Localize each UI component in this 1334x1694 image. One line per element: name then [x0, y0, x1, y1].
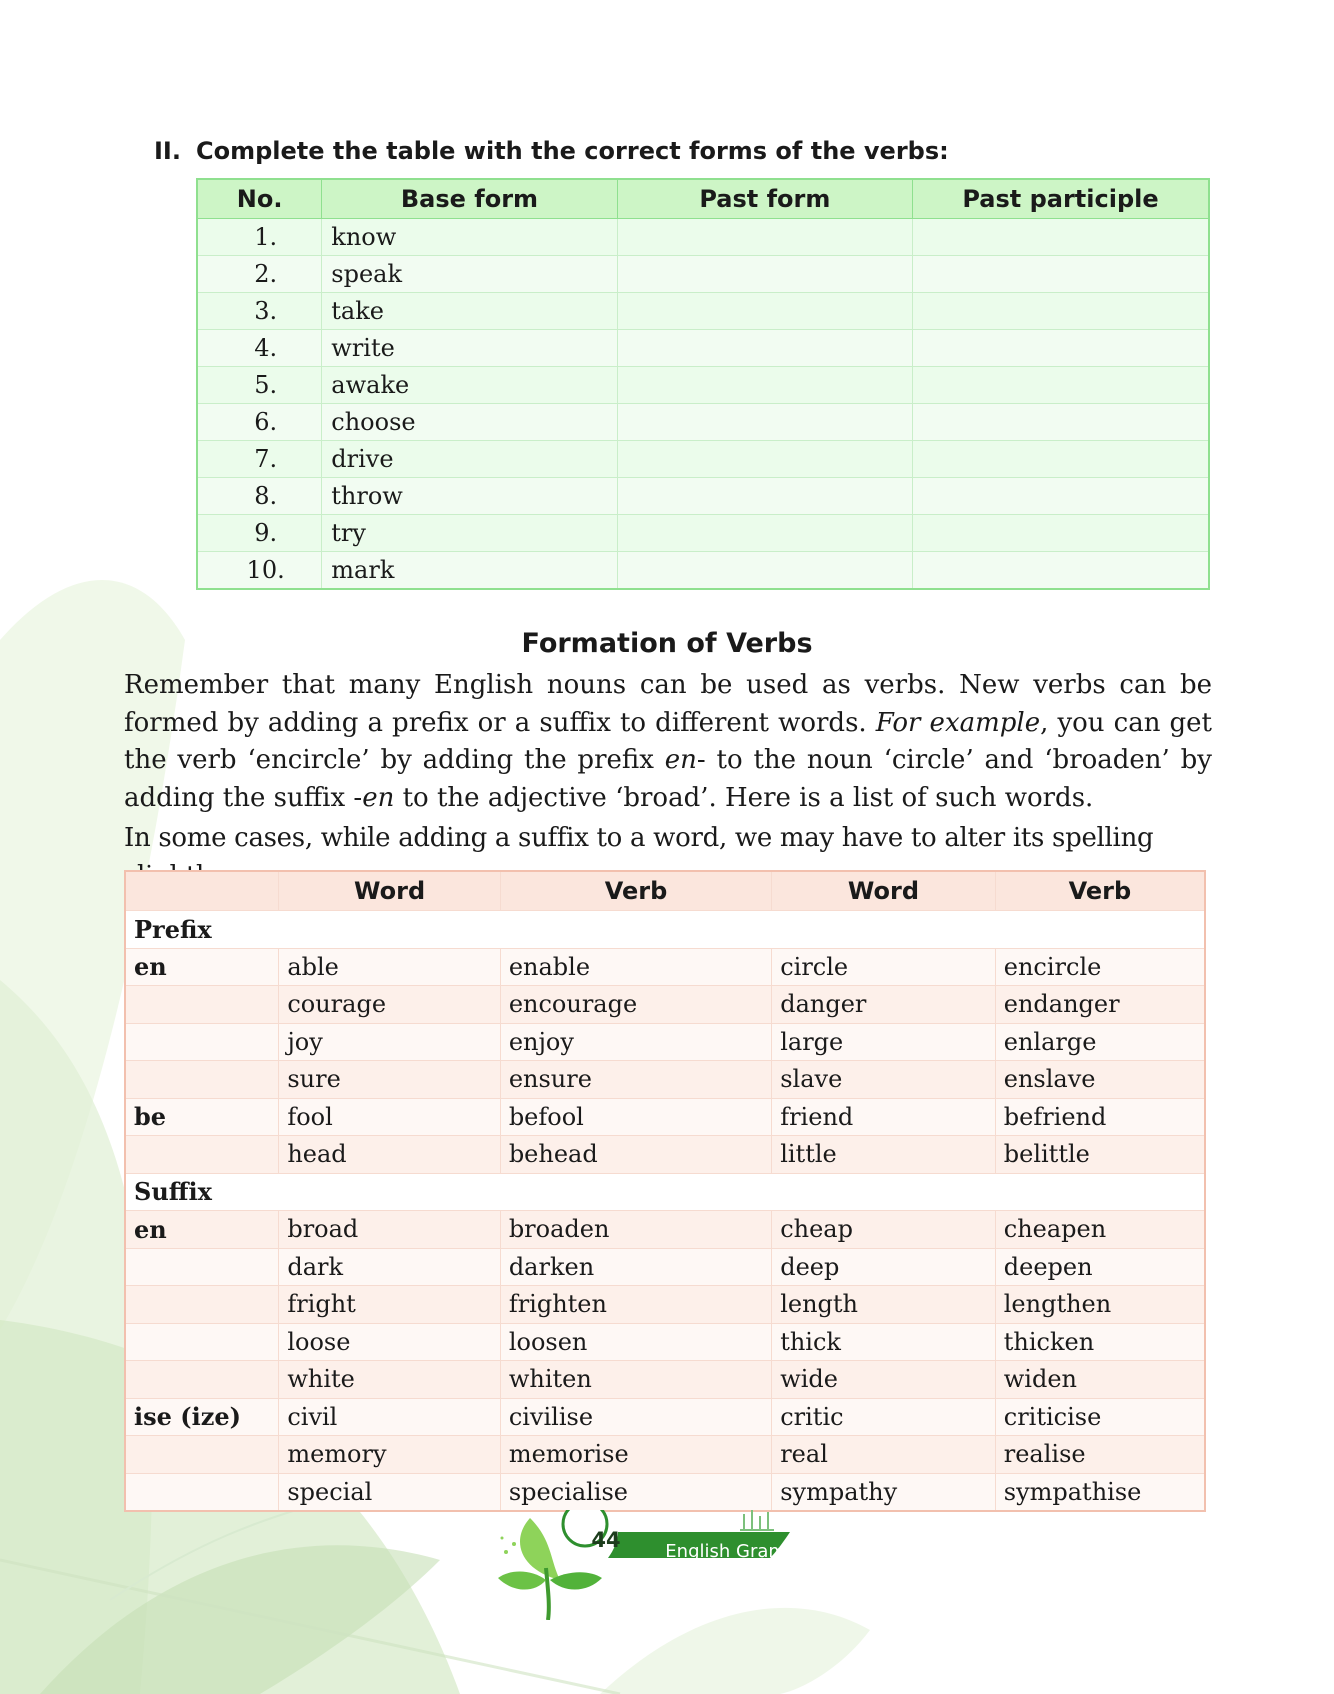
exercise-instruction: Complete the table with the correct forms of the verbs: [196, 137, 949, 165]
table-header-row [197, 179, 1209, 219]
word-cell: cheap [772, 1211, 996, 1249]
table-row [197, 219, 1209, 256]
intro-paragraph [124, 667, 1212, 817]
verb-cell: sympathise [995, 1473, 1205, 1511]
base-form-cell: drive [322, 441, 617, 478]
verb-cell: encircle [995, 948, 1205, 986]
affix-cell [125, 1286, 279, 1324]
row-number: 1. [197, 219, 322, 256]
table-row [197, 330, 1209, 367]
leaf-icon [520, 1518, 560, 1580]
word-cell: real [772, 1436, 996, 1474]
row-number: 6. [197, 404, 322, 441]
table-row [125, 1361, 1205, 1399]
group-label: Prefix [125, 911, 1205, 949]
affix-cell [125, 1248, 279, 1286]
table-row [125, 1061, 1205, 1099]
group-label: Suffix [125, 1173, 1205, 1211]
verb-cell: deepen [995, 1248, 1205, 1286]
row-number: 5. [197, 367, 322, 404]
verb-cell: civilise [500, 1398, 771, 1436]
verb-cell: belittle [995, 1136, 1205, 1174]
table-row [125, 1436, 1205, 1474]
word-cell: white [279, 1361, 500, 1399]
word-cell: slave [772, 1061, 996, 1099]
base-form-cell: choose [322, 404, 617, 441]
past-participle-cell[interactable] [912, 367, 1209, 404]
exercise-number: II. [154, 137, 181, 165]
row-number: 2. [197, 256, 322, 293]
table-row [125, 1323, 1205, 1361]
verb-cell: behead [500, 1136, 771, 1174]
paragraph-text: Remember that many English nouns can be used as verbs. New verbs can be formed by adding a prefix or a suffix to different words. [124, 670, 1212, 738]
word-cell: dark [279, 1248, 500, 1286]
affix-cell [125, 1023, 279, 1061]
table-row [197, 256, 1209, 293]
table-row [197, 367, 1209, 404]
word-cell: sympathy [772, 1473, 996, 1511]
past-form-cell[interactable] [617, 293, 912, 330]
group-row [125, 911, 1205, 949]
table-row [197, 552, 1209, 590]
verb-cell: loosen [500, 1323, 771, 1361]
past-form-cell[interactable] [617, 256, 912, 293]
past-participle-cell[interactable] [912, 256, 1209, 293]
table-row [197, 404, 1209, 441]
paragraph-text: - to the noun ‘circle’ and ‘broaden’ by adding the suffix - [124, 745, 1212, 813]
affix-cell: be [125, 1098, 279, 1136]
row-number: 3. [197, 293, 322, 330]
table-row [197, 293, 1209, 330]
verb-cell: befriend [995, 1098, 1205, 1136]
verb-cell: criticise [995, 1398, 1205, 1436]
exercise-heading [154, 137, 1194, 165]
leaf-icon [498, 1572, 546, 1590]
word-cell: friend [772, 1098, 996, 1136]
past-form-cell[interactable] [617, 367, 912, 404]
word-cell: danger [772, 986, 996, 1024]
word-cell: joy [279, 1023, 500, 1061]
table-row [197, 515, 1209, 552]
verb-cell: enslave [995, 1061, 1205, 1099]
table-row [125, 1473, 1205, 1511]
verb-cell: befool [500, 1098, 771, 1136]
column-header: Past form [617, 179, 912, 219]
affix-cell [125, 1361, 279, 1399]
affix-cell: en [125, 948, 279, 986]
verb-cell: widen [995, 1361, 1205, 1399]
column-header: Base form [322, 179, 617, 219]
word-cell: wide [772, 1361, 996, 1399]
group-row [125, 1173, 1205, 1211]
section-title: Formation of Verbs [521, 628, 813, 659]
column-header [125, 871, 279, 911]
verb-cell: broaden [500, 1211, 771, 1249]
base-form-cell: try [322, 515, 617, 552]
past-participle-cell[interactable] [912, 219, 1209, 256]
affix-cell: ise (ize) [125, 1398, 279, 1436]
word-cell: length [772, 1286, 996, 1324]
book-title: English Grammar-7 [665, 1541, 839, 1562]
row-number: 4. [197, 330, 322, 367]
affix-cell [125, 1436, 279, 1474]
table-header-row [125, 871, 1205, 911]
word-cell: head [279, 1136, 500, 1174]
column-header: Word [279, 871, 500, 911]
past-form-cell[interactable] [617, 330, 912, 367]
base-form-cell: know [322, 219, 617, 256]
past-form-cell[interactable] [617, 478, 912, 515]
affix-cell [125, 1136, 279, 1174]
verb-cell: enjoy [500, 1023, 771, 1061]
past-form-cell[interactable] [617, 441, 912, 478]
row-number: 9. [197, 515, 322, 552]
paragraph-text: to the adjective ‘broad’. Here is a list of such words. [394, 782, 1094, 813]
column-header: Verb [995, 871, 1205, 911]
row-number: 10. [197, 552, 322, 590]
affix-cell [125, 1061, 279, 1099]
affix-cell [125, 1323, 279, 1361]
verb-cell: lengthen [995, 1286, 1205, 1324]
word-cell: thick [772, 1323, 996, 1361]
verb-cell: specialise [500, 1473, 771, 1511]
spelling-note-paragraph: In some cases, while adding a suffix to a word, we may have to alter its spelling [124, 823, 1154, 853]
past-form-cell[interactable] [617, 219, 912, 256]
past-participle-cell[interactable] [912, 441, 1209, 478]
row-number: 8. [197, 478, 322, 515]
past-participle-cell[interactable] [912, 404, 1209, 441]
verb-cell: darken [500, 1248, 771, 1286]
past-form-cell[interactable] [617, 515, 912, 552]
verb-cell: thicken [995, 1323, 1205, 1361]
word-cell: deep [772, 1248, 996, 1286]
word-cell: circle [772, 948, 996, 986]
word-cell: little [772, 1136, 996, 1174]
row-number: 7. [197, 441, 322, 478]
past-participle-cell[interactable] [912, 330, 1209, 367]
word-cell: sure [279, 1061, 500, 1099]
verb-cell: memorise [500, 1436, 771, 1474]
table-row [125, 1136, 1205, 1174]
page-footer-banner [490, 1510, 850, 1620]
column-header: Word [772, 871, 996, 911]
column-header: No. [197, 179, 322, 219]
paragraph-italic: en [664, 745, 697, 775]
word-cell: special [279, 1473, 500, 1511]
past-participle-cell[interactable] [912, 552, 1209, 590]
verb-cell: encourage [500, 986, 771, 1024]
verb-cell: ensure [500, 1061, 771, 1099]
word-cell: courage [279, 986, 500, 1024]
word-cell: civil [279, 1398, 500, 1436]
base-form-cell: speak [322, 256, 617, 293]
base-form-cell: mark [322, 552, 617, 590]
leaf-icon [550, 1572, 602, 1589]
past-form-cell[interactable] [617, 552, 912, 590]
base-form-cell: take [322, 293, 617, 330]
verb-cell: realise [995, 1436, 1205, 1474]
verb-cell: enlarge [995, 1023, 1205, 1061]
word-cell: loose [279, 1323, 500, 1361]
verb-cell: enable [500, 948, 771, 986]
verb-cell: frighten [500, 1286, 771, 1324]
word-cell: fright [279, 1286, 500, 1324]
table-row [125, 1023, 1205, 1061]
past-participle-cell[interactable] [912, 515, 1209, 552]
affix-cell: en [125, 1211, 279, 1249]
table-row [197, 441, 1209, 478]
base-form-cell: throw [322, 478, 617, 515]
base-form-cell: awake [322, 367, 617, 404]
table-row [197, 478, 1209, 515]
past-participle-cell[interactable] [912, 293, 1209, 330]
paragraph-italic: en [362, 782, 395, 813]
table-row [125, 948, 1205, 986]
table-row [125, 1286, 1205, 1324]
verb-cell: cheapen [995, 1211, 1205, 1249]
word-cell: memory [279, 1436, 500, 1474]
word-cell: broad [279, 1211, 500, 1249]
word-cell: able [279, 948, 500, 986]
table-row [125, 1398, 1205, 1436]
verb-cell: endanger [995, 986, 1205, 1024]
table-row [125, 1248, 1205, 1286]
table-row [125, 1098, 1205, 1136]
word-cell: fool [279, 1098, 500, 1136]
column-header: Verb [500, 871, 771, 911]
formation-of-verbs-table [124, 870, 1206, 1512]
past-participle-cell[interactable] [912, 478, 1209, 515]
word-cell: critic [772, 1398, 996, 1436]
paragraph-text: , you can get the verb ‘encircle’ by adding the prefix [124, 707, 1213, 775]
base-form-cell: write [322, 330, 617, 367]
verb-forms-table [196, 178, 1210, 590]
word-cell: large [772, 1023, 996, 1061]
table-row [125, 1211, 1205, 1249]
affix-cell [125, 1473, 279, 1511]
page-number: 44 [591, 1528, 621, 1552]
table-row [125, 986, 1205, 1024]
verb-cell: whiten [500, 1361, 771, 1399]
past-form-cell[interactable] [617, 404, 912, 441]
paragraph-italic: For example [875, 707, 1041, 738]
affix-cell [125, 986, 279, 1024]
column-header: Past participle [912, 179, 1209, 219]
